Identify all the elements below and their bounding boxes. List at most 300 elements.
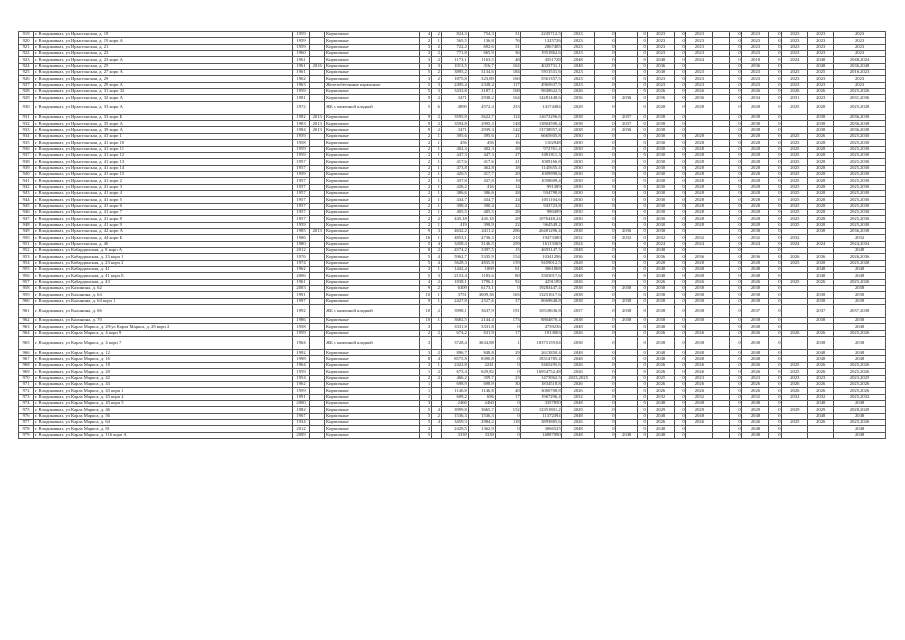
- cell-y11: 0: [769, 178, 782, 184]
- cell-y5: 2023: [647, 44, 674, 50]
- cell-y9: 0: [729, 203, 742, 209]
- cell-y13: 2036: [808, 254, 834, 260]
- address-street: ул Ирыстонская, д. 41 корп 7: [65, 209, 122, 215]
- cell-num: 934: [19, 133, 34, 139]
- cell-floors: 5: [420, 70, 432, 76]
- cell-y7: 2026: [686, 89, 713, 95]
- cell-y4: 0: [637, 375, 647, 381]
- cell-y12: 2026: [782, 381, 808, 387]
- cell-area_living: 3637,9: [468, 305, 495, 318]
- cell-entrances: 2: [431, 121, 441, 127]
- cell-year_built: 2000: [292, 400, 309, 406]
- cell-y2: 0: [594, 32, 616, 38]
- cell-y9: 0: [729, 362, 742, 368]
- cell-wall_type: ЖБ с каменной кладкой: [325, 101, 420, 114]
- cell-cost: 1081811,3: [521, 152, 562, 158]
- cell-residents: 28: [495, 146, 521, 152]
- cell-year_built: 1974: [292, 260, 309, 266]
- cell-y13: 2026: [808, 279, 834, 285]
- cell-floors: 10: [420, 318, 432, 324]
- cell-year_built: 1961: [292, 57, 309, 63]
- cell-cost: 18375159,04: [521, 337, 562, 350]
- cell-y10: 2038: [742, 298, 769, 304]
- cell-area_living: 3134,6: [468, 70, 495, 76]
- cell-area_total: 1875,8: [441, 76, 468, 82]
- cell-num: 961: [19, 305, 34, 318]
- address-street: ул Кабардинская, д. 43: [65, 279, 110, 285]
- cell-y13: 2028: [808, 178, 834, 184]
- cell-y10: 2048: [742, 413, 769, 419]
- cell-y12: 2032: [782, 394, 808, 400]
- cell-cost: 4551728: [521, 57, 562, 63]
- cell-y14: 2036,2038: [834, 121, 886, 127]
- cell-y6: 0: [674, 356, 686, 362]
- cell-area_total: 402,3: [441, 146, 468, 152]
- cell-y1: 2023: [562, 70, 594, 76]
- cell-year_built: 1959: [292, 171, 309, 177]
- cell-cost: 16887090: [521, 432, 562, 438]
- cell-y2: 0: [594, 114, 616, 120]
- cell-y13: 2028: [808, 197, 834, 203]
- cell-y7: 2026: [686, 381, 713, 387]
- cell-y1: 2038: [562, 298, 594, 304]
- cell-y4: 0: [637, 38, 647, 44]
- cell-y5: 2038: [647, 305, 674, 318]
- address-street: ул Карла Маркса, д. 43 корп 5: [65, 400, 124, 406]
- cell-y5: 2030: [647, 133, 674, 139]
- cell-y5: 2038: [647, 127, 674, 133]
- cell-y11: 0: [769, 337, 782, 350]
- cell-entrances: 1: [431, 133, 441, 139]
- cell-y13: 2023: [808, 82, 834, 88]
- cell-entrances: 2: [431, 70, 441, 76]
- address-street: ул Ирыстонская, д. 39 корп А: [65, 126, 123, 132]
- cell-y7: 2026: [686, 330, 713, 336]
- cell-y7: [686, 432, 713, 438]
- cell-y7: 2028: [686, 190, 713, 196]
- cell-entrances: 1: [431, 292, 441, 298]
- cell-y2: 0: [594, 140, 616, 146]
- cell-y2: 0: [594, 388, 616, 394]
- address-city-prefix: г. Владикавказ,: [34, 285, 66, 291]
- cell-y1: 2023: [562, 32, 594, 38]
- cell-y14: 2048: [834, 350, 886, 356]
- address-city-prefix: г. Владикавказ,: [34, 323, 66, 329]
- cell-y12: 2025: [782, 140, 808, 146]
- cell-num: 958: [19, 286, 34, 292]
- cell-cost: 13804590,4: [521, 121, 562, 127]
- address-city-prefix: г. Владикавказ,: [34, 63, 66, 69]
- cell-y1: 2026: [562, 419, 594, 425]
- cell-cost: 4739236: [521, 324, 562, 330]
- cell-area_total: 1442,4: [441, 267, 468, 273]
- address-city-prefix: г. Владикавказ,: [34, 400, 66, 406]
- cell-num: 928: [19, 89, 34, 95]
- cell-year_built: 2003: [292, 286, 309, 292]
- cell-entrances: 6: [431, 101, 441, 114]
- cell-entrances: 3: [431, 228, 441, 234]
- address-street: ул Кабардинская, д. 41: [65, 266, 110, 272]
- cell-address: [34, 305, 293, 318]
- cell-y11: 0: [769, 254, 782, 260]
- cell-y14: 2048: [834, 248, 886, 254]
- cell-y6: 0: [674, 222, 686, 228]
- cell-y7: 2026: [686, 369, 713, 375]
- cell-entrances: 2: [431, 44, 441, 50]
- cell-y14: 2025,2032: [834, 394, 886, 400]
- cell-area_living: 386,6: [468, 190, 495, 196]
- cell-y4: 0: [637, 400, 647, 406]
- cell-y2: 0: [594, 369, 616, 375]
- address-city-prefix: г. Владикавказ,: [34, 171, 66, 177]
- cell-cost: 3303017,6: [521, 273, 562, 279]
- cell-y5: 2024: [647, 241, 674, 247]
- cell-y13: 2028: [808, 146, 834, 152]
- cell-cost: 8669848,8: [521, 298, 562, 304]
- cell-y5: 2048: [647, 350, 674, 356]
- cell-y2: 0: [594, 375, 616, 381]
- cell-y10: 2026: [742, 279, 769, 285]
- cell-y13: 2023: [808, 95, 834, 101]
- cell-floors: 3: [420, 267, 432, 273]
- cell-area_living: 696: [468, 394, 495, 400]
- cell-y2: 0: [594, 95, 616, 101]
- cell-area_total: 445,18: [441, 216, 468, 222]
- address-city-prefix: г. Владикавказ,: [34, 298, 66, 304]
- cell-wall_type: Кирпичные: [325, 400, 420, 406]
- cell-wall_type: Кирпичные: [325, 146, 420, 152]
- cell-y10: 2036: [742, 254, 769, 260]
- cell-y6: 0: [674, 228, 686, 234]
- cell-y8: [713, 432, 729, 438]
- cell-year_built: 1957: [292, 165, 309, 171]
- cell-y11: 0: [769, 419, 782, 425]
- cell-y14: 2048,2024: [834, 57, 886, 63]
- address-city-prefix: г. Владикавказ,: [34, 133, 66, 139]
- cell-residents: 15: [495, 248, 521, 254]
- cell-y11: 0: [769, 32, 782, 38]
- cell-y6: 0: [674, 375, 686, 381]
- cell-y6: 0: [674, 95, 686, 101]
- cell-y13: 2038: [808, 318, 834, 324]
- cell-y7: 2026: [686, 279, 713, 285]
- cell-y13: 2026: [808, 133, 834, 139]
- cell-y2: 0: [594, 394, 616, 400]
- cell-wall_type: Кирпичные: [325, 375, 420, 381]
- cell-y10: 2026: [742, 362, 769, 368]
- cell-y9: 0: [729, 89, 742, 95]
- cell-cost: 4291189: [521, 279, 562, 285]
- cell-entrances: 2: [431, 375, 441, 381]
- cell-residents: 0: [495, 324, 521, 330]
- cell-floors: 5: [420, 254, 432, 260]
- cell-y4: 0: [637, 89, 647, 95]
- cell-cost: 10341296: [521, 254, 562, 260]
- cell-year_built: 1962: [292, 76, 309, 82]
- address-street: ул Карла Маркса, д. 116 корп А: [65, 432, 127, 437]
- cell-y7: 2028: [686, 165, 713, 171]
- cell-y11: 0: [769, 260, 782, 266]
- cell-y14: 2025,2030: [834, 184, 886, 190]
- cell-y9: 0: [729, 114, 742, 120]
- cell-y13: 2028: [808, 184, 834, 190]
- cell-entrances: 2: [431, 279, 441, 285]
- cell-y12: 2024: [782, 57, 808, 63]
- cell-y10: 2028: [742, 133, 769, 139]
- cell-area_living: 359,7: [468, 375, 495, 381]
- address-street: ул Ирыстонская, д. 41 корп 9: [65, 222, 122, 227]
- cell-wall_type: Кирпичные: [325, 350, 420, 356]
- cell-area_living: 698,9: [468, 381, 495, 387]
- cell-entrances: 1: [431, 171, 441, 177]
- cell-y11: 0: [769, 413, 782, 419]
- cell-y2: 0: [594, 273, 616, 279]
- cell-year_built: 1957: [292, 197, 309, 203]
- cell-y6: 0: [674, 171, 686, 177]
- cell-y2: 0: [594, 235, 616, 241]
- cell-cost: 1834518,8: [521, 381, 562, 387]
- cell-address: [34, 432, 293, 438]
- cell-area_total: 674,2: [441, 330, 468, 336]
- cell-y1: 2030: [562, 190, 594, 196]
- cell-area_living: 1183,6: [468, 273, 495, 279]
- cell-y1: 2023: [562, 82, 594, 88]
- cell-y13: 2028: [808, 101, 834, 114]
- cell-y13: 2028: [808, 209, 834, 215]
- address-street: ул Карла Маркса, д. 16: [65, 355, 110, 361]
- cell-num: 964: [19, 330, 34, 336]
- cell-wall_type: Кирпичные: [325, 38, 420, 44]
- cell-floors: 5: [420, 413, 432, 419]
- cell-y4: 0: [637, 133, 647, 139]
- cell-wall_type: Кирпичные: [325, 394, 420, 400]
- cell-num: 927: [19, 82, 34, 88]
- cell-y5: 2023: [647, 38, 674, 44]
- cell-entrances: 1: [431, 209, 441, 215]
- cell-area_living: 3187,1: [468, 89, 495, 95]
- cell-cost: 19473380: [521, 235, 562, 241]
- cell-floors: 9: [420, 95, 432, 101]
- cell-cost: 1051104,6: [521, 197, 562, 203]
- cell-cost: 8804870,4: [521, 318, 562, 324]
- cell-y5: 2030: [647, 178, 674, 184]
- cell-floors: 2: [420, 140, 432, 146]
- cell-entrances: 4: [431, 241, 441, 247]
- cell-y9: 0: [729, 241, 742, 247]
- cell-y5: 2026: [647, 279, 674, 285]
- address-street: ул Карла Маркса, д. 20: [65, 368, 110, 374]
- cell-area_living: 4835,8: [468, 260, 495, 266]
- cell-residents: 22: [495, 203, 521, 209]
- cell-residents: 160: [495, 76, 521, 82]
- cell-y11: 0: [769, 388, 782, 394]
- cell-y5: 2032: [647, 235, 674, 241]
- address-city-prefix: г. Владикавказ,: [34, 381, 66, 387]
- cell-residents: 80: [495, 273, 521, 279]
- cell-y4: 0: [637, 356, 647, 362]
- cell-y9: 0: [729, 369, 742, 375]
- cell-y1: 2028: [562, 101, 594, 114]
- cell-area_total: 2422,8: [441, 362, 468, 368]
- cell-year_built: 1986: [292, 235, 309, 241]
- cell-wall_type: Кирпичные: [325, 171, 420, 177]
- cell-area_total: 473,8: [441, 165, 468, 171]
- cell-y1: 2048: [562, 267, 594, 273]
- address-street: ул Ирыстонская, д. 31 корп 32: [65, 88, 125, 94]
- cell-y13: 2028: [808, 171, 834, 177]
- cell-year_rec: 2013: [310, 127, 325, 133]
- address-street: ул Ирыстонская, д. 41 корп 13: [65, 158, 125, 164]
- cell-y4: 0: [637, 298, 647, 304]
- cell-y11: 0: [769, 121, 782, 127]
- cell-cost: 1967296,4: [521, 394, 562, 400]
- cell-y14: 2025,2026: [834, 369, 886, 375]
- cell-y10: 2024: [742, 241, 769, 247]
- cell-residents: 118: [495, 419, 521, 425]
- cell-y5: 2030: [647, 222, 674, 228]
- cell-num: 953: [19, 254, 34, 260]
- cell-floors: 5: [420, 82, 432, 88]
- cell-y1: 2030: [562, 197, 594, 203]
- cell-y4: 0: [637, 279, 647, 285]
- address-city-prefix: г. Владикавказ,: [34, 152, 66, 158]
- cell-y10: 2028: [742, 140, 769, 146]
- cell-entrances: 1: [431, 362, 441, 368]
- cell-wall_type: Кирпичные: [325, 267, 420, 273]
- cell-y10: 2026: [742, 89, 769, 95]
- cell-year_built: 1983: [292, 121, 309, 127]
- cell-y4: 0: [637, 407, 647, 413]
- cell-y9: 0: [729, 407, 742, 413]
- cell-y12: 2023: [782, 38, 808, 44]
- cell-y7: 2032: [686, 394, 713, 400]
- cell-y13: 2048: [808, 400, 834, 406]
- cell-area_living: 4736,3: [468, 235, 495, 241]
- address-street: ул Кабардинская, д. 23 корп 1: [65, 253, 124, 259]
- cell-num: 945: [19, 203, 34, 209]
- cell-y11: 0: [769, 101, 782, 114]
- cell-y11: 0: [769, 63, 782, 69]
- cell-wall_type: Кирпичные: [325, 381, 420, 387]
- cell-y4: 0: [637, 254, 647, 260]
- address-street: ул Ирыстонская, д. 41 корп 5: [65, 196, 122, 202]
- address-city-prefix: г. Владикавказ,: [34, 260, 66, 266]
- cell-y6: 0: [674, 133, 686, 139]
- cell-y11: 0: [769, 228, 782, 234]
- cell-floors: 2: [420, 203, 432, 209]
- cell-cost: 13251617,6: [521, 292, 562, 298]
- cell-floors: 2: [420, 184, 432, 190]
- cell-y13: 2028: [808, 203, 834, 209]
- cell-y13: 2028: [808, 159, 834, 165]
- cell-y9: 0: [729, 267, 742, 273]
- cell-y5: 2026: [647, 362, 674, 368]
- cell-y4: 0: [637, 159, 647, 165]
- cell-y2: 0: [594, 292, 616, 298]
- cell-y1: 2026: [562, 388, 594, 394]
- cell-y6: 0: [674, 44, 686, 50]
- cell-y4: 0: [637, 32, 647, 38]
- cell-area_living: 3665,7: [468, 407, 495, 413]
- cell-wall_type: Кирпичные: [325, 413, 420, 419]
- cell-y4: 0: [637, 432, 647, 438]
- cell-y5: 2030: [647, 165, 674, 171]
- address-city-prefix: г. Владикавказ,: [34, 94, 66, 100]
- cell-entrances: 3: [431, 273, 441, 279]
- cell-y9: 0: [729, 38, 742, 44]
- cell-y10: 2028: [742, 209, 769, 215]
- cell-y10: 2026: [742, 381, 769, 387]
- cell-y1: 2048: [562, 350, 594, 356]
- cell-y12: 2025: [782, 184, 808, 190]
- cell-year_built: 1963: [292, 82, 309, 88]
- cell-area_living: 416: [468, 184, 495, 190]
- cell-y9: 0: [729, 146, 742, 152]
- cell-entrances: 3: [431, 63, 441, 69]
- cell-y14: 2048: [834, 273, 886, 279]
- cell-y5: 2048: [647, 432, 674, 438]
- cell-y2: 0: [594, 82, 616, 88]
- cell-wall_type: Кирпичные: [325, 121, 420, 127]
- cell-y9: 0: [729, 413, 742, 419]
- address-street: ул Ирыстонская, д. 23: [65, 50, 109, 56]
- cell-y9: 0: [729, 279, 742, 285]
- address-city-prefix: г. Владикавказ,: [34, 104, 66, 110]
- cell-num: 937: [19, 152, 34, 158]
- cell-y2: 0: [594, 426, 616, 432]
- cell-year_built: 1957: [292, 190, 309, 196]
- cell-cost: 1076448,24: [521, 216, 562, 222]
- cell-y2: 0: [594, 165, 616, 171]
- cell-area_living: 2939,3: [468, 127, 495, 133]
- cell-y10: 2048: [742, 350, 769, 356]
- cell-residents: 14: [495, 184, 521, 190]
- cell-y14: 2048: [834, 267, 886, 273]
- cell-area_total: 466,2: [441, 375, 468, 381]
- cell-floors: 5: [420, 432, 432, 438]
- cell-y14: 2048: [834, 432, 886, 438]
- cell-y11: 0: [769, 95, 782, 101]
- address-street: ул Ирыстонская, д. 41 корп 14: [65, 165, 125, 170]
- cell-floors: 2: [420, 159, 432, 165]
- cell-year_built: 1958: [292, 324, 309, 330]
- cell-y11: 0: [769, 203, 782, 209]
- cell-y10: 2038: [742, 286, 769, 292]
- cell-floors: 9: [420, 298, 432, 304]
- cell-y3: 2036: [616, 95, 638, 101]
- cell-y9: 0: [729, 260, 742, 266]
- cell-area_living: 462,8: [468, 165, 495, 171]
- cell-cost: 5465295,6: [521, 362, 562, 368]
- cell-y7: 2028: [686, 203, 713, 209]
- cell-year_built: 1992: [292, 305, 309, 318]
- table-row: [19, 305, 886, 318]
- cell-y11: 0: [769, 70, 782, 76]
- cell-y9: 0: [729, 165, 742, 171]
- cell-y12: [782, 337, 808, 350]
- cell-y5: 2048: [647, 413, 674, 419]
- cell-wall_type: Кирпичные: [325, 70, 420, 76]
- cell-residents: 213: [495, 235, 521, 241]
- cell-wall_type: Кирпичные: [325, 426, 420, 432]
- cell-y1: 2032: [562, 235, 594, 241]
- address-street: ул Калинина, д. 66: [65, 307, 102, 313]
- cell-y5: 2030: [647, 197, 674, 203]
- cell-y11: 0: [769, 159, 782, 165]
- cell-y4: 0: [637, 95, 647, 101]
- cell-y13: 2037: [808, 305, 834, 318]
- cell-y10: 2032: [742, 235, 769, 241]
